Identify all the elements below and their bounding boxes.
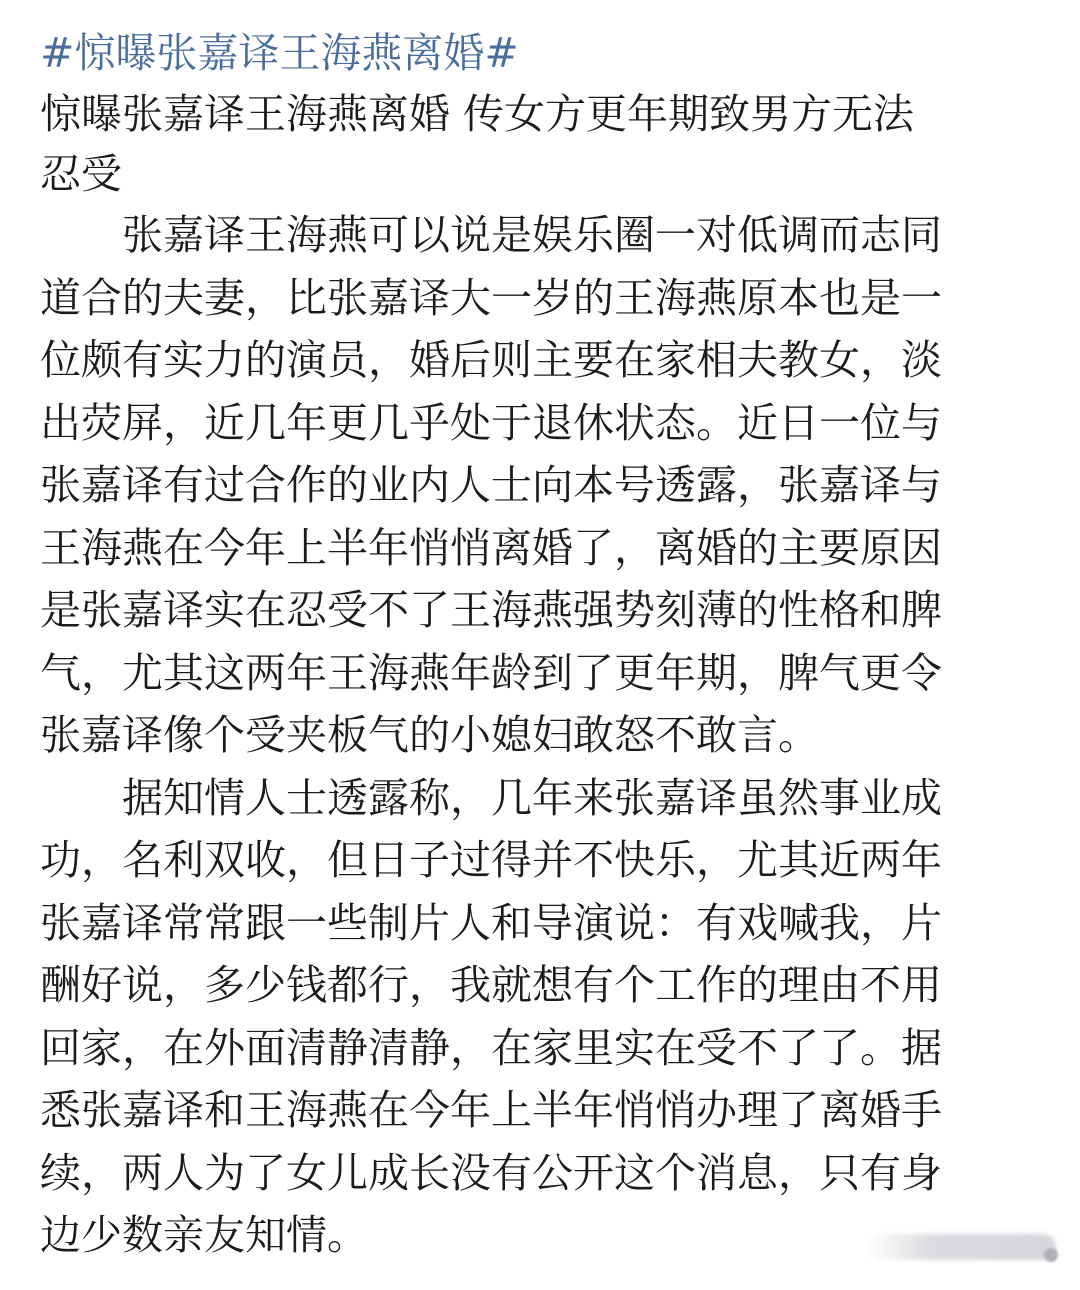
text-line: 张嘉译像个受夹板气的小媳妇敢怒不敢言。 (40, 711, 819, 759)
text-line: 位颇有实力的演员，婚后则主要在家相夫教女，淡 (40, 336, 942, 384)
text-line: 酬好说，多少钱都行，我就想有个工作的理由不用 (40, 961, 942, 1009)
post-headline (40, 84, 1040, 204)
watermark-icon (1044, 1248, 1058, 1262)
text-line: 功，名利双收，但日子过得并不快乐，尤其近两年 (40, 836, 942, 884)
text-line: 张嘉译常常跟一些制片人和导演说：有戏喊我，片 (40, 898, 942, 947)
headline-line: 惊曝张嘉译王海燕离婚 传女方更年期致男方无法 (40, 90, 915, 138)
hashtag-link[interactable]: #惊曝张嘉译王海燕离婚# (40, 29, 519, 77)
text-line: 续，两人为了女儿成长没有公开这个消息，只有身 (40, 1148, 942, 1197)
paragraph-2 (40, 767, 1040, 1267)
text-line: 王海燕在今年上半年悄悄离婚了，离婚的主要原因 (40, 523, 942, 572)
text-line: 出荧屏，近几年更几乎处于退休状态。近日一位与 (40, 398, 942, 447)
blurred-watermark (866, 1234, 1056, 1260)
text-line: 张嘉译王海燕可以说是娱乐圈一对低调而志同 (40, 211, 942, 259)
headline-line: 忍受 (40, 150, 122, 198)
paragraph-1 (40, 204, 1040, 767)
text-line: 据知情人士透露称，几年来张嘉译虽然事业成 (40, 773, 942, 822)
text-line: 边少数亲友知情。 (40, 1211, 368, 1259)
text-line: 张嘉译有过合作的业内人士向本号透露，张嘉译与 (40, 461, 942, 509)
text-line: 是张嘉译实在忍受不了王海燕强势刻薄的性格和脾 (40, 586, 942, 634)
text-line: 道合的夫妻，比张嘉译大一岁的王海燕原本也是一 (40, 273, 942, 322)
text-line: 悉张嘉译和王海燕在今年上半年悄悄办理了离婚手 (40, 1086, 942, 1134)
post-content (40, 22, 1040, 1267)
text-line: 回家，在外面清静清静，在家里实在受不了了。据 (40, 1023, 942, 1072)
text-line: 气，尤其这两年王海燕年龄到了更年期，脾气更令 (40, 648, 942, 697)
